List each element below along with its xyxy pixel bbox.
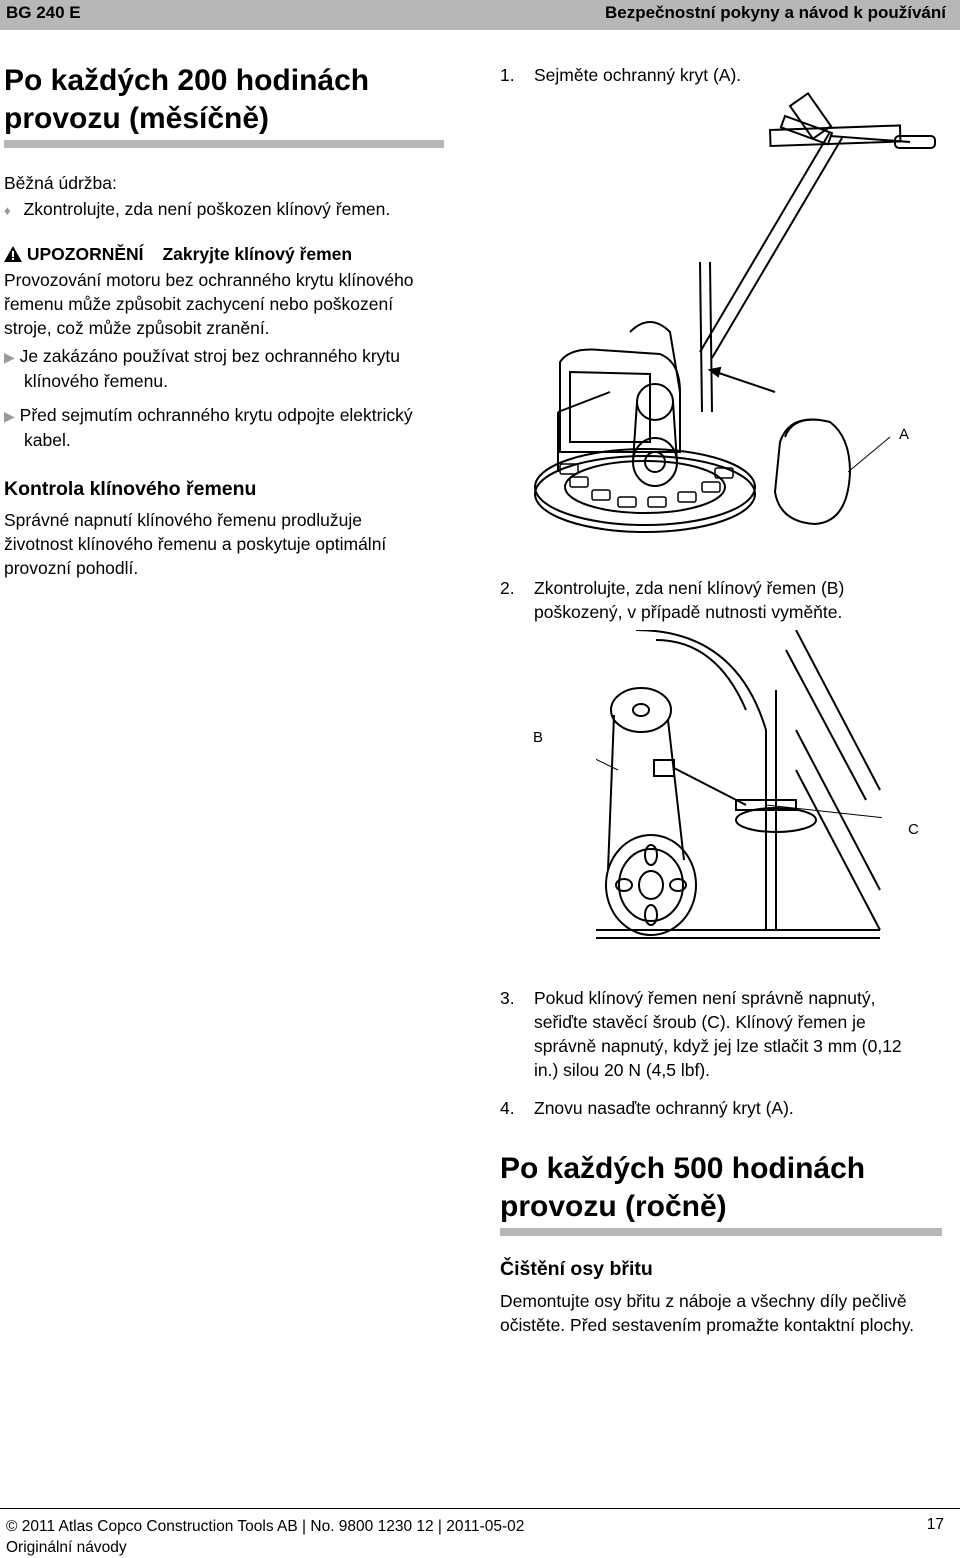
clean-heading: Čištění osy břitu [500,1258,653,1280]
warning-heading: UPOZORNĚNÍ [26,244,144,264]
warning-item-1: ▶ Je zakázáno používat stroj bez ochranného krytu klínového řemenu. [4,346,401,391]
step-2: 2. Zkontrolujte, zda není klínový řemen (B) poškozený, v případě nutnosti vyměňte. [500,578,845,622]
figure-belt-detail [596,630,882,950]
page-number: 17 [926,1516,944,1533]
warning-topic: Zakryjte klínový řemen [162,244,353,264]
figure1-label-a: A [899,426,910,443]
footer-original: Originální návody [6,1539,127,1556]
section2-rule [500,1228,942,1236]
section2-title: Po každých 500 hodinách provozu (ročně) [500,1152,866,1223]
right-arrow-icon: ▶ [4,349,15,365]
check-text: Správné napnutí klínového řemenu prodlužuje životnost klínového řemenu a poskytuje optimální provozní pohodlí. [4,510,387,578]
warning-triangle-icon [4,246,22,262]
right-arrow-icon: ▶ [4,408,15,424]
section1-rule [4,140,444,148]
step-3: 3. Pokud klínový řemen není správně napnutý, seřiďte stavěcí šroub (C). Klínový řemen je správně napnutý, když jej lze stlačit 3 mm (0,12 in.) silou 20 N (4,5 lbf). [500,988,902,1080]
document-title: Bezpečnostní pokyny a návod k používání [604,3,946,22]
clean-text: Demontujte osy břitu z náboje a všechny díly pečlivě očistěte. Před sestavením promažte kontaktní plochy. [500,1291,915,1335]
page-header [0,0,960,30]
footer-copyright: © 2011 Atlas Copco Construction Tools AB | No. 9800 1230 12 | 2011-05-02 [6,1518,525,1535]
figure-machine-guard [530,92,940,538]
figure2-label-b: B [533,729,544,746]
figure2-label-c: C [908,821,919,838]
check-heading: Kontrola klínového řemenu [4,478,257,500]
routine-bullet-item: ♦ Zkontrolujte, zda není poškozen klínový řemen. [4,199,391,219]
step-4: 4. Znovu nasaďte ochranný kryt (A). [500,1098,794,1118]
routine-label: Běžná údržba: [4,173,117,193]
warning-item-2: ▶ Před sejmutím ochranného krytu odpojte elektrický kabel. [4,405,413,450]
step-1: 1. Sejměte ochranný kryt (A). [500,65,742,85]
section1-title: Po každých 200 hodinách provozu (měsíčně) [4,64,370,135]
footer [6,1516,524,1558]
footer-rule [0,1508,960,1509]
model-name: BG 240 E [6,3,81,22]
diamond-bullet-icon: ♦ [4,203,11,218]
warning-heading-row [4,242,352,266]
warning-text: Provozování motoru bez ochranného krytu klínového řemenu může způsobit zachycení nebo poškození stroje, což může způsobit zranění. [4,270,414,338]
